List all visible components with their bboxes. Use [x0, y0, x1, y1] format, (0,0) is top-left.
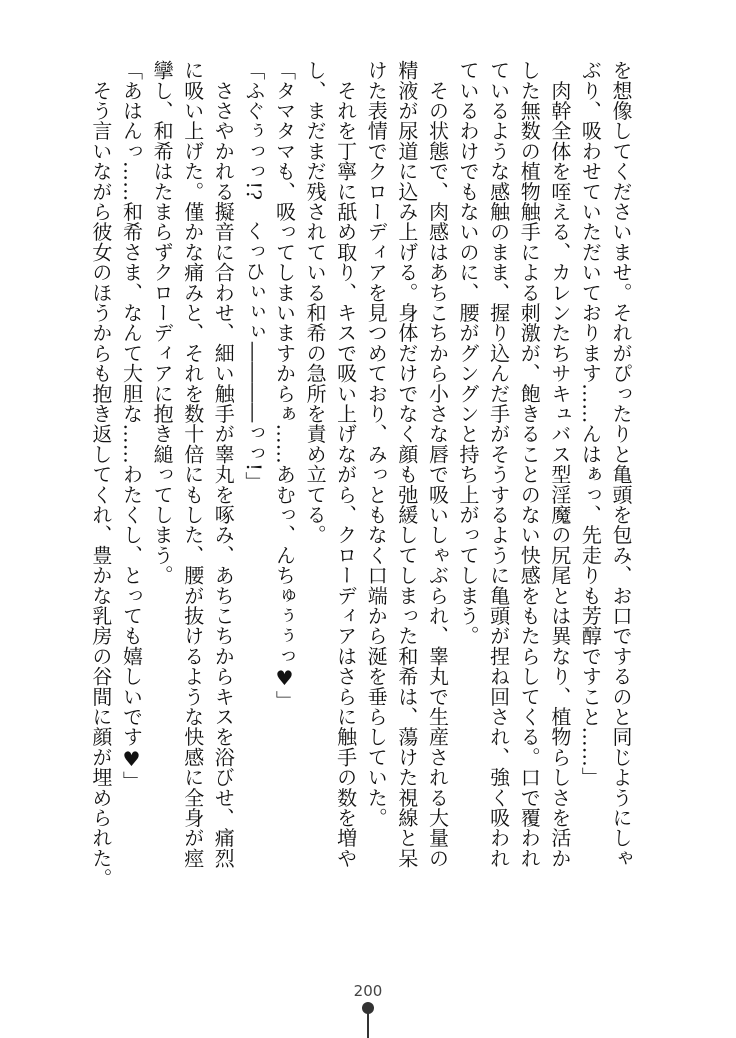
page-number: 200: [353, 982, 383, 1000]
text-line: ているわけでもないのに、腰がグングンと持ち上がってしまう。: [456, 60, 481, 646]
text-line: 精液が尿道に込み上げる。身体だけでなく顔も弛緩してしまった和希は、蕩けた視線と呆: [394, 60, 419, 868]
text-line: 「ふぐぅっっ!? くっひぃぃぃ――――っっ!」: [241, 60, 266, 492]
text-line: した無数の植物触手による刺激が、飽きることのない快感をもたらしてくる。口で覆われ: [517, 60, 542, 868]
text-line: 「タマタマも、吸ってしまいますからぁ……あむっ、んちゅぅぅっ♥」: [272, 60, 297, 711]
footer-bullet-ornament: [367, 1002, 369, 1038]
footer-rule: [367, 1012, 369, 1038]
text-line: それを丁寧に舐め取り、キスで吸い上げながら、クローディアはさらに触手の数を増や: [333, 60, 358, 868]
text-line: し、まだまだ残されている和希の急所を責め立てる。: [303, 60, 328, 545]
text-line: ぶり、吸わせていただいております……んはぁっ、先走りも芳醇ですこと……」: [578, 60, 603, 788]
text-line: を想像してくださいませ。それがぴったりと亀頭を包み、お口でするのと同じようにしゃ: [609, 60, 633, 868]
text-line: 肉幹全体を咥える、カレンたちサキュバス型淫魔の尻尾とは異なり、植物らしさを活か: [547, 60, 572, 868]
text-line: けた表情でクローディアを見つめており、みっともなく口端から涎を垂らしていた。: [364, 60, 389, 828]
text-line: 攣し、和希はたまらずクローディアに抱き縋ってしまう。: [150, 60, 175, 586]
text-line: ているような感触のまま、握り込んだ手がそうするように亀頭が捏ね回され、強く吸われ: [486, 60, 511, 868]
text-line: に吸い上げた。僅かな痛みと、それを数十倍にもした、腰が抜けるような快感に全身が痙: [180, 60, 205, 868]
text-line: ささやかれる擬音に合わせ、細い触手が睾丸を啄み、あちこちからキスを浴びせ、痛烈: [211, 60, 236, 868]
vertical-text-body: [86, 60, 636, 960]
text-line: 「あはんっ……和希さま、なんて大胆な……わたくし、とっても嬉しいです♥」: [119, 60, 144, 792]
text-line: その状態で、肉感はあちこちから小さな唇で吸いしゃぶられ、睾丸で生産される大量の: [425, 60, 450, 868]
text-line: そう言いながら彼女のほうからも抱き返してくれ、豊かな乳房の谷間に顔が埋められた。: [88, 60, 113, 889]
